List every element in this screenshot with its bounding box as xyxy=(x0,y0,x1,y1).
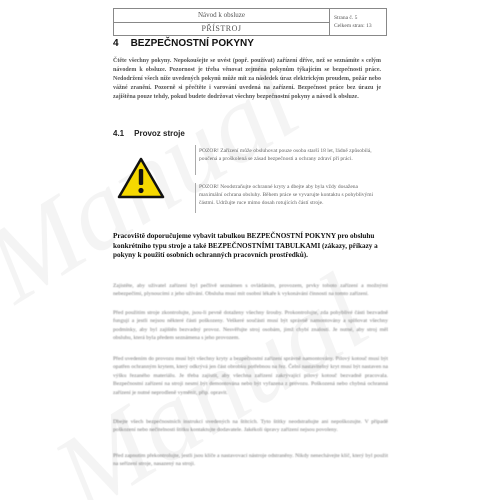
warning-divider xyxy=(195,183,196,213)
warning-triangle-icon xyxy=(117,157,165,199)
body-paragraph: Zajistěte, aby uživatel zařízení byl pečlivě seznámen s ovládáním, provozem, prvky tohoto zařízení a možnými nebezpečími, plynoucími z jeho užívání. Obsluha musí mít osobní lékaře k vykonávání činnosti na tomto zařízení. xyxy=(113,283,388,298)
warning-text: POZOR! Zařízení může obsluhovat pouze osoba starší 18 let, řádně způsobilá, poučená a proškolená se zásad bezpečnosti a ochrany zdraví při práci. xyxy=(199,148,372,162)
doc-title: Návod k obsluze xyxy=(197,11,246,20)
notice-paragraph: Pracoviště doporučujeme vybavit tabulkou BEZPEČNOSTNÍ POKYNY pro obsluhu konkrétního typu stroje a také BEZPEČNOSTNÍMI TABULKAMI (zákazy, příkazy a pokyny k použití osobních ochranných pracovních prostředků). xyxy=(113,232,378,260)
warning-divider xyxy=(195,145,196,175)
section-title-header: PŘÍSTROJ xyxy=(201,24,242,34)
body-paragraph: Před použitím stroje zkontrolujte, jsou-li pevně dotaženy všechny šrouby. Prokontrolujte, zda pohyblivé části bezvadně fungují a jestli nejsou některé části poškozeny. Veškeré součásti musí být správně namontovány a splňovat všechny podmínky, aby byl zajištěn bezvadný provoz. Nesvěřujte stroj osobám, jimž chybí znalosti. Je nutné, aby stroj měl obsluhu, která byla předem seznámena s jeho provozem. xyxy=(113,310,388,342)
subsection-number: 4.1 xyxy=(113,129,125,138)
total-pages: Celkem stran: 13 xyxy=(334,23,372,29)
body-paragraph: Dbejte všech bezpečnostních instrukcí uvedených na štítcích. Tyto štítky neodstraňujte ani nepoškozujte. V případě poškození nebo nečitelnosti štítku kontaktujte dodavatele. Jakékoli úpravy zařízení nejsou povoleny. xyxy=(113,419,388,434)
subsection-heading xyxy=(113,129,185,138)
section-title: BEZPEČNOSTNÍ POKYNY xyxy=(130,38,254,49)
warning-text: POZOR! Neodstraňujte ochranné kryty a dbejte aby byla vždy dosažena maximální ochrana obsluhy. Během práce se vyvarujte kontaktu s pohyblivými částmi. Udržujte ruce mimo dosah rotujících částí stroje. xyxy=(199,184,374,206)
page-header xyxy=(113,8,387,36)
section-heading xyxy=(113,38,254,49)
body-paragraph: Před uvedením do provozu musí být všechny kryty a bezpečnostní zařízení správně namontovány. Pilový kotouč musí být opatřen ochranným krytem, který odkrývá jen část obrobku potřebnou na řez. Čelní nastavitelný kryt musí být nastaven na výšku řezaného materiálu. Je třeba zajistit, aby všechna zařízení zakrývající pilový kotouč bezvadně pracovala. Bezpečnostní zařízení na stroji nesmí být demontována nebo být vyřazena z provozu. Poškozená nebo chybná ochranná zařízení je nutné neprodleně vyměnit, příp. opravit. xyxy=(113,356,388,396)
body-paragraph: Před zapnutím překontrolujte, jestli jsou klíče a nastavovací nástroje odstraněny. Nikdy nenechávejte klíč, který byl použit na seřízení stroje, nasazený na stroji. xyxy=(113,453,388,468)
warning-block xyxy=(113,143,388,211)
page-number: Strana č. 5 xyxy=(334,15,358,21)
subsection-title: Provoz stroje xyxy=(134,129,185,138)
intro-paragraph: Čtěte všechny pokyny. Nepokoušejte se uvést (popř. používat) zařízení dříve, než se seznámíte s celým návodem k obsluze. Pozornost je třeba věnovat zejména pokynům týkajícím se bezpečnosti práce. Nedodržení všech níže uvedených pokynů může mít za následek úraz elektrickým proudem, požár nebo vážné zranění. Pozorně si přečtěte i varování uvedená na zařízení. Bezpečnost práce bez úrazu je zajištěna pouze tehdy, pokud budete dodržovat všechny bezpečnostní pokyny a návod k obsluze. xyxy=(113,58,381,100)
section-number: 4 xyxy=(113,38,119,49)
